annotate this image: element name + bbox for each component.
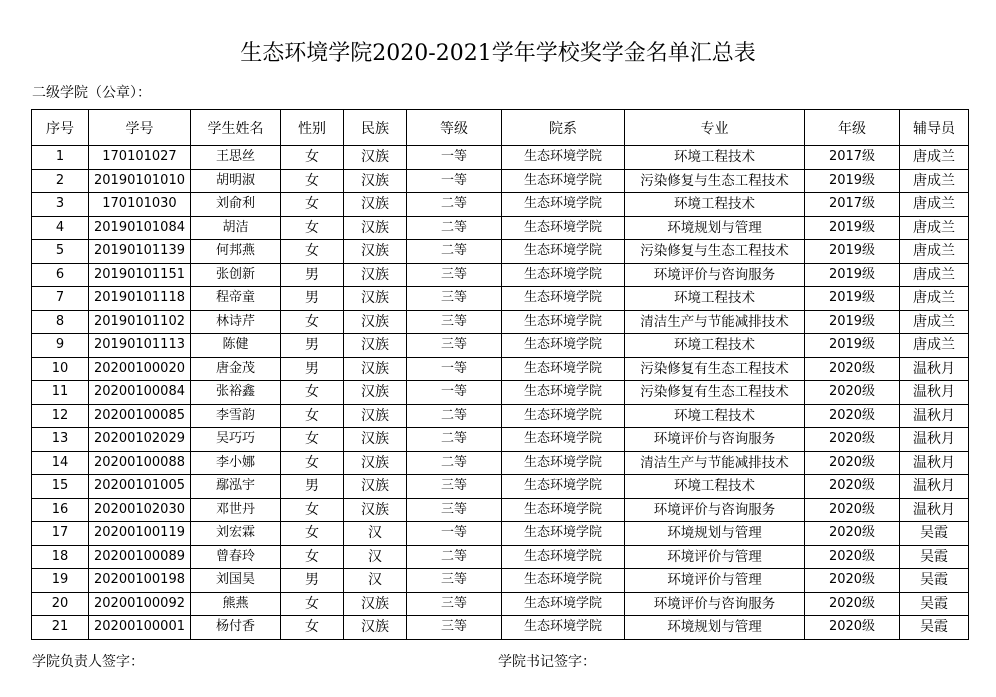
award-level-cell: 三等	[407, 498, 502, 522]
header-year: 年级	[805, 110, 900, 146]
row-index-cell: 8	[32, 310, 89, 334]
year-cell: 2019级	[805, 216, 900, 240]
student-id-cell: 20200101005	[89, 475, 191, 499]
table-row	[32, 569, 969, 593]
table-header-row	[32, 110, 969, 146]
gender-cell: 女	[281, 193, 344, 217]
award-level-cell: 一等	[407, 146, 502, 170]
year-cell: 2020级	[805, 404, 900, 428]
ethnicity-cell: 汉	[344, 569, 407, 593]
student-name-cell: 陈健	[191, 334, 281, 358]
table-row	[32, 592, 969, 616]
row-index-cell: 21	[32, 616, 89, 640]
table-row	[32, 263, 969, 287]
header-department: 院系	[502, 110, 625, 146]
row-index-cell: 12	[32, 404, 89, 428]
header-student-id: 学号	[89, 110, 191, 146]
row-index-cell: 13	[32, 428, 89, 452]
year-cell: 2020级	[805, 545, 900, 569]
dean-signature-label: 学院负责人签字：	[32, 654, 144, 670]
ethnicity-cell: 汉	[344, 522, 407, 546]
table-row	[32, 381, 969, 405]
department-cell: 生态环境学院	[502, 334, 625, 358]
department-cell: 生态环境学院	[502, 263, 625, 287]
student-name-cell: 王思丝	[191, 146, 281, 170]
table-row	[32, 193, 969, 217]
counselor-cell: 吴霞	[900, 616, 969, 640]
gender-cell: 男	[281, 287, 344, 311]
gender-cell: 女	[281, 240, 344, 264]
award-level-cell: 三等	[407, 592, 502, 616]
department-cell: 生态环境学院	[502, 146, 625, 170]
major-cell: 环境规划与管理	[625, 522, 805, 546]
student-id-cell: 20190101113	[89, 334, 191, 358]
ethnicity-cell: 汉族	[344, 475, 407, 499]
department-cell: 生态环境学院	[502, 193, 625, 217]
award-level-cell: 二等	[407, 545, 502, 569]
award-level-cell: 一等	[407, 357, 502, 381]
award-level-cell: 二等	[407, 404, 502, 428]
department-cell: 生态环境学院	[502, 569, 625, 593]
student-id-cell: 20190101118	[89, 287, 191, 311]
row-index-cell: 15	[32, 475, 89, 499]
student-name-cell: 鄢泓宇	[191, 475, 281, 499]
student-name-cell: 邓世丹	[191, 498, 281, 522]
student-name-cell: 李小娜	[191, 451, 281, 475]
counselor-cell: 唐成兰	[900, 169, 969, 193]
gender-cell: 女	[281, 498, 344, 522]
department-cell: 生态环境学院	[502, 428, 625, 452]
ethnicity-cell: 汉族	[344, 310, 407, 334]
table-row	[32, 545, 969, 569]
major-cell: 环境工程技术	[625, 334, 805, 358]
row-index-cell: 4	[32, 216, 89, 240]
student-name-cell: 吴巧巧	[191, 428, 281, 452]
gender-cell: 女	[281, 404, 344, 428]
ethnicity-cell: 汉族	[344, 216, 407, 240]
major-cell: 环境规划与管理	[625, 616, 805, 640]
counselor-cell: 温秋月	[900, 428, 969, 452]
row-index-cell: 17	[32, 522, 89, 546]
gender-cell: 女	[281, 310, 344, 334]
document-title: 生态环境学院2020-2021学年学校奖学金名单汇总表	[240, 41, 756, 66]
award-level-cell: 三等	[407, 569, 502, 593]
student-id-cell: 170101027	[89, 146, 191, 170]
counselor-cell: 唐成兰	[900, 263, 969, 287]
student-name-cell: 程帝童	[191, 287, 281, 311]
student-name-cell: 林诗芹	[191, 310, 281, 334]
gender-cell: 女	[281, 451, 344, 475]
award-level-cell: 三等	[407, 263, 502, 287]
award-level-cell: 三等	[407, 287, 502, 311]
student-name-cell: 张裕鑫	[191, 381, 281, 405]
row-index-cell: 14	[32, 451, 89, 475]
award-level-cell: 二等	[407, 428, 502, 452]
year-cell: 2020级	[805, 451, 900, 475]
award-level-cell: 三等	[407, 616, 502, 640]
student-name-cell: 熊燕	[191, 592, 281, 616]
counselor-cell: 温秋月	[900, 475, 969, 499]
gender-cell: 男	[281, 357, 344, 381]
header-counselor: 辅导员	[900, 110, 969, 146]
major-cell: 污染修复有生态工程技术	[625, 381, 805, 405]
major-cell: 污染修复与生态工程技术	[625, 169, 805, 193]
year-cell: 2020级	[805, 616, 900, 640]
student-id-cell: 20200102029	[89, 428, 191, 452]
unit-stamp-label: 二级学院（公章）：	[32, 85, 151, 101]
table-body	[32, 146, 969, 640]
year-cell: 2020级	[805, 381, 900, 405]
student-id-cell: 20200100084	[89, 381, 191, 405]
counselor-cell: 吴霞	[900, 522, 969, 546]
major-cell: 污染修复与生态工程技术	[625, 240, 805, 264]
ethnicity-cell: 汉族	[344, 334, 407, 358]
student-name-cell: 刘宏霖	[191, 522, 281, 546]
ethnicity-cell: 汉族	[344, 592, 407, 616]
table-row	[32, 404, 969, 428]
counselor-cell: 唐成兰	[900, 310, 969, 334]
department-cell: 生态环境学院	[502, 216, 625, 240]
department-cell: 生态环境学院	[502, 169, 625, 193]
row-index-cell: 5	[32, 240, 89, 264]
student-id-cell: 170101030	[89, 193, 191, 217]
student-id-cell: 20200102030	[89, 498, 191, 522]
student-id-cell: 20190101084	[89, 216, 191, 240]
table-row	[32, 498, 969, 522]
row-index-cell: 2	[32, 169, 89, 193]
student-name-cell: 张创新	[191, 263, 281, 287]
ethnicity-cell: 汉族	[344, 169, 407, 193]
row-index-cell: 9	[32, 334, 89, 358]
ethnicity-cell: 汉族	[344, 240, 407, 264]
counselor-cell: 温秋月	[900, 357, 969, 381]
table-row	[32, 334, 969, 358]
table-row	[32, 310, 969, 334]
ethnicity-cell: 汉族	[344, 287, 407, 311]
ethnicity-cell: 汉族	[344, 357, 407, 381]
ethnicity-cell: 汉族	[344, 146, 407, 170]
student-name-cell: 唐金茂	[191, 357, 281, 381]
gender-cell: 女	[281, 522, 344, 546]
header-gender: 性别	[281, 110, 344, 146]
gender-cell: 女	[281, 216, 344, 240]
major-cell: 环境评价与咨询服务	[625, 428, 805, 452]
gender-cell: 女	[281, 616, 344, 640]
major-cell: 环境工程技术	[625, 146, 805, 170]
row-index-cell: 19	[32, 569, 89, 593]
table-row	[32, 522, 969, 546]
table-row	[32, 216, 969, 240]
year-cell: 2020级	[805, 357, 900, 381]
header-grade-level: 等级	[407, 110, 502, 146]
student-id-cell: 20200100020	[89, 357, 191, 381]
counselor-cell: 唐成兰	[900, 334, 969, 358]
table-row	[32, 287, 969, 311]
year-cell: 2020级	[805, 498, 900, 522]
major-cell: 环境评价与管理	[625, 569, 805, 593]
ethnicity-cell: 汉族	[344, 193, 407, 217]
award-level-cell: 二等	[407, 451, 502, 475]
student-name-cell: 杨付香	[191, 616, 281, 640]
table-row	[32, 357, 969, 381]
header-major: 专业	[625, 110, 805, 146]
major-cell: 清洁生产与节能减排技术	[625, 451, 805, 475]
row-index-cell: 18	[32, 545, 89, 569]
year-cell: 2020级	[805, 569, 900, 593]
department-cell: 生态环境学院	[502, 616, 625, 640]
department-cell: 生态环境学院	[502, 357, 625, 381]
table-row	[32, 169, 969, 193]
row-index-cell: 10	[32, 357, 89, 381]
year-cell: 2019级	[805, 334, 900, 358]
major-cell: 环境工程技术	[625, 404, 805, 428]
year-cell: 2019级	[805, 240, 900, 264]
year-cell: 2020级	[805, 428, 900, 452]
year-cell: 2020级	[805, 592, 900, 616]
ethnicity-cell: 汉族	[344, 381, 407, 405]
counselor-cell: 吴霞	[900, 545, 969, 569]
ethnicity-cell: 汉	[344, 545, 407, 569]
counselor-cell: 温秋月	[900, 404, 969, 428]
gender-cell: 女	[281, 592, 344, 616]
major-cell: 环境规划与管理	[625, 216, 805, 240]
award-level-cell: 一等	[407, 522, 502, 546]
table-row	[32, 451, 969, 475]
department-cell: 生态环境学院	[502, 240, 625, 264]
student-name-cell: 刘国昊	[191, 569, 281, 593]
ethnicity-cell: 汉族	[344, 451, 407, 475]
gender-cell: 男	[281, 475, 344, 499]
year-cell: 2019级	[805, 169, 900, 193]
major-cell: 环境评价与咨询服务	[625, 498, 805, 522]
counselor-cell: 温秋月	[900, 451, 969, 475]
department-cell: 生态环境学院	[502, 592, 625, 616]
header-student-name: 学生姓名	[191, 110, 281, 146]
gender-cell: 男	[281, 334, 344, 358]
student-id-cell: 20200100092	[89, 592, 191, 616]
row-index-cell: 16	[32, 498, 89, 522]
award-level-cell: 三等	[407, 475, 502, 499]
award-level-cell: 三等	[407, 310, 502, 334]
year-cell: 2017级	[805, 146, 900, 170]
gender-cell: 女	[281, 428, 344, 452]
year-cell: 2020级	[805, 475, 900, 499]
major-cell: 环境评价与咨询服务	[625, 263, 805, 287]
table-row	[32, 616, 969, 640]
counselor-cell: 吴霞	[900, 569, 969, 593]
counselor-cell: 唐成兰	[900, 287, 969, 311]
student-name-cell: 曾春玲	[191, 545, 281, 569]
row-index-cell: 11	[32, 381, 89, 405]
header-ethnicity: 民族	[344, 110, 407, 146]
student-id-cell: 20190101151	[89, 263, 191, 287]
year-cell: 2019级	[805, 310, 900, 334]
counselor-cell: 唐成兰	[900, 193, 969, 217]
scholarship-table	[31, 109, 969, 640]
department-cell: 生态环境学院	[502, 381, 625, 405]
department-cell: 生态环境学院	[502, 404, 625, 428]
row-index-cell: 1	[32, 146, 89, 170]
department-cell: 生态环境学院	[502, 498, 625, 522]
gender-cell: 女	[281, 381, 344, 405]
student-id-cell: 20200100119	[89, 522, 191, 546]
counselor-cell: 温秋月	[900, 381, 969, 405]
counselor-cell: 吴霞	[900, 592, 969, 616]
student-id-cell: 20190101010	[89, 169, 191, 193]
counselor-cell: 唐成兰	[900, 146, 969, 170]
student-id-cell: 20200100198	[89, 569, 191, 593]
award-level-cell: 二等	[407, 240, 502, 264]
department-cell: 生态环境学院	[502, 287, 625, 311]
row-index-cell: 20	[32, 592, 89, 616]
major-cell: 环境工程技术	[625, 193, 805, 217]
table-row	[32, 428, 969, 452]
major-cell: 污染修复有生态工程技术	[625, 357, 805, 381]
gender-cell: 女	[281, 169, 344, 193]
department-cell: 生态环境学院	[502, 310, 625, 334]
year-cell: 2019级	[805, 263, 900, 287]
student-id-cell: 20200100089	[89, 545, 191, 569]
gender-cell: 男	[281, 263, 344, 287]
ethnicity-cell: 汉族	[344, 616, 407, 640]
major-cell: 环境评价与咨询服务	[625, 592, 805, 616]
major-cell: 清洁生产与节能减排技术	[625, 310, 805, 334]
major-cell: 环境评价与管理	[625, 545, 805, 569]
student-name-cell: 何邦燕	[191, 240, 281, 264]
ethnicity-cell: 汉族	[344, 263, 407, 287]
award-level-cell: 三等	[407, 334, 502, 358]
student-id-cell: 20190101139	[89, 240, 191, 264]
department-cell: 生态环境学院	[502, 475, 625, 499]
row-index-cell: 3	[32, 193, 89, 217]
department-cell: 生态环境学院	[502, 522, 625, 546]
student-id-cell: 20190101102	[89, 310, 191, 334]
year-cell: 2017级	[805, 193, 900, 217]
award-level-cell: 二等	[407, 193, 502, 217]
gender-cell: 女	[281, 545, 344, 569]
ethnicity-cell: 汉族	[344, 498, 407, 522]
gender-cell: 女	[281, 146, 344, 170]
table-row	[32, 146, 969, 170]
counselor-cell: 温秋月	[900, 498, 969, 522]
award-level-cell: 一等	[407, 381, 502, 405]
table-row	[32, 240, 969, 264]
student-name-cell: 刘俞利	[191, 193, 281, 217]
student-name-cell: 胡洁	[191, 216, 281, 240]
counselor-cell: 唐成兰	[900, 216, 969, 240]
award-level-cell: 二等	[407, 216, 502, 240]
table-row	[32, 475, 969, 499]
student-name-cell: 胡明淑	[191, 169, 281, 193]
student-id-cell: 20200100088	[89, 451, 191, 475]
row-index-cell: 7	[32, 287, 89, 311]
major-cell: 环境工程技术	[625, 287, 805, 311]
secretary-signature-label: 学院书记签字：	[498, 654, 596, 670]
header-index: 序号	[32, 110, 89, 146]
department-cell: 生态环境学院	[502, 545, 625, 569]
year-cell: 2020级	[805, 522, 900, 546]
department-cell: 生态环境学院	[502, 451, 625, 475]
counselor-cell: 唐成兰	[900, 240, 969, 264]
gender-cell: 男	[281, 569, 344, 593]
year-cell: 2019级	[805, 287, 900, 311]
award-level-cell: 一等	[407, 169, 502, 193]
row-index-cell: 6	[32, 263, 89, 287]
student-id-cell: 20200100085	[89, 404, 191, 428]
ethnicity-cell: 汉族	[344, 428, 407, 452]
student-id-cell: 20200100001	[89, 616, 191, 640]
major-cell: 环境工程技术	[625, 475, 805, 499]
student-name-cell: 李雪韵	[191, 404, 281, 428]
ethnicity-cell: 汉族	[344, 404, 407, 428]
